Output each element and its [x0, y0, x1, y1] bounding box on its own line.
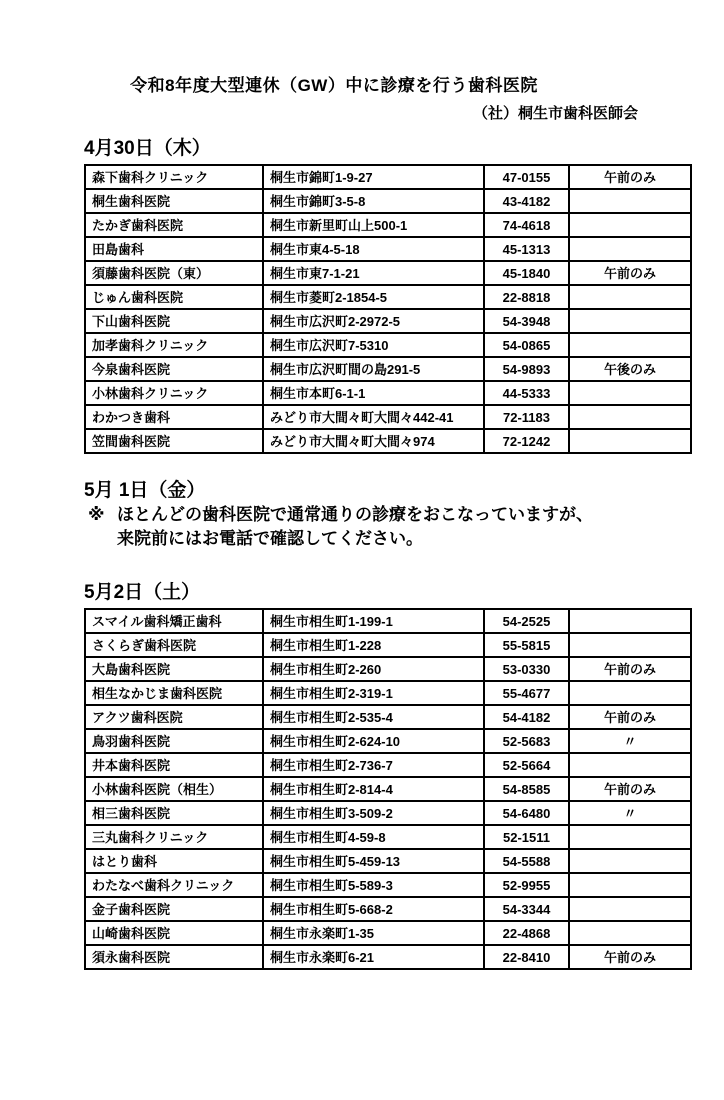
notice-text	[117, 503, 724, 551]
phone-cell: 54-3948	[484, 309, 569, 333]
clinic-name-cell: 相三歯科医院	[85, 801, 263, 825]
address-cell: 桐生市相生町2-319-1	[263, 681, 484, 705]
address-cell: 桐生市東7-1-21	[263, 261, 484, 285]
table-row	[85, 753, 691, 777]
table-row	[85, 213, 691, 237]
note-cell: 午後のみ	[569, 357, 691, 381]
note-cell	[569, 429, 691, 453]
clinic-name-cell: 三丸歯科クリニック	[85, 825, 263, 849]
address-cell: 桐生市広沢町2-2972-5	[263, 309, 484, 333]
table-row	[85, 633, 691, 657]
table-row	[85, 609, 691, 633]
clinic-name-cell: はとり歯科	[85, 849, 263, 873]
table-row	[85, 381, 691, 405]
clinic-name-cell: さくらぎ歯科医院	[85, 633, 263, 657]
note-cell	[569, 309, 691, 333]
note-cell: 〃	[569, 801, 691, 825]
table-row	[85, 801, 691, 825]
phone-cell: 55-5815	[484, 633, 569, 657]
phone-cell: 22-4868	[484, 921, 569, 945]
note-cell: 〃	[569, 729, 691, 753]
address-cell: 桐生市永楽町6-21	[263, 945, 484, 969]
table-row	[85, 261, 691, 285]
section-heading-may2: 5月2日（土）	[84, 582, 201, 603]
address-cell: 桐生市東4-5-18	[263, 237, 484, 261]
table-row	[85, 405, 691, 429]
address-cell: 桐生市相生町3-509-2	[263, 801, 484, 825]
note-cell	[569, 405, 691, 429]
section-heading-may1: 5月 1日（金）	[84, 480, 206, 501]
phone-cell: 54-6480	[484, 801, 569, 825]
table-row	[85, 657, 691, 681]
table-row	[85, 873, 691, 897]
table-row	[85, 165, 691, 189]
phone-cell: 45-1840	[484, 261, 569, 285]
table-row	[85, 333, 691, 357]
clinic-name-cell: 大島歯科医院	[85, 657, 263, 681]
clinic-name-cell: 森下歯科クリニック	[85, 165, 263, 189]
notice-block	[88, 503, 724, 551]
phone-cell: 52-9955	[484, 873, 569, 897]
phone-cell: 54-2525	[484, 609, 569, 633]
clinic-name-cell: 今泉歯科医院	[85, 357, 263, 381]
note-cell	[569, 921, 691, 945]
address-cell: 桐生市相生町5-459-13	[263, 849, 484, 873]
note-cell	[569, 189, 691, 213]
table-row	[85, 681, 691, 705]
organization-name: （社）桐生市歯科医師会	[472, 105, 638, 122]
note-cell	[569, 333, 691, 357]
phone-cell: 72-1183	[484, 405, 569, 429]
clinic-name-cell: 下山歯科医院	[85, 309, 263, 333]
clinic-name-cell: 金子歯科医院	[85, 897, 263, 921]
phone-cell: 44-5333	[484, 381, 569, 405]
address-cell: 桐生市相生町1-228	[263, 633, 484, 657]
clinic-name-cell: 笠間歯科医院	[85, 429, 263, 453]
clinic-name-cell: 小林歯科クリニック	[85, 381, 263, 405]
address-cell: 桐生市永楽町1-35	[263, 921, 484, 945]
phone-cell: 43-4182	[484, 189, 569, 213]
note-cell: 午前のみ	[569, 657, 691, 681]
address-cell: 桐生市相生町5-589-3	[263, 873, 484, 897]
page-title: 令和8年度大型連休（GW）中に診療を行う歯科医院	[130, 76, 538, 95]
note-cell	[569, 609, 691, 633]
clinic-name-cell: 田島歯科	[85, 237, 263, 261]
note-cell	[569, 237, 691, 261]
clinic-name-cell: たかぎ歯科医院	[85, 213, 263, 237]
note-cell	[569, 825, 691, 849]
phone-cell: 53-0330	[484, 657, 569, 681]
phone-cell: 54-3344	[484, 897, 569, 921]
clinic-name-cell: スマイル歯科矯正歯科	[85, 609, 263, 633]
clinic-name-cell: 小林歯科医院（相生）	[85, 777, 263, 801]
table-row	[85, 945, 691, 969]
note-cell: 午前のみ	[569, 165, 691, 189]
address-cell: 桐生市相生町2-814-4	[263, 777, 484, 801]
note-cell	[569, 213, 691, 237]
note-cell	[569, 381, 691, 405]
clinic-name-cell: 須永歯科医院	[85, 945, 263, 969]
clinic-name-cell: 須藤歯科医院（東）	[85, 261, 263, 285]
note-cell	[569, 897, 691, 921]
phone-cell: 52-5683	[484, 729, 569, 753]
note-cell	[569, 681, 691, 705]
note-marker: ※	[88, 505, 105, 524]
note-cell	[569, 849, 691, 873]
phone-cell: 47-0155	[484, 165, 569, 189]
clinic-name-cell: 相生なかじま歯科医院	[85, 681, 263, 705]
address-cell: 桐生市本町6-1-1	[263, 381, 484, 405]
note-cell: 午前のみ	[569, 777, 691, 801]
table-row	[85, 189, 691, 213]
document-page	[0, 76, 724, 1100]
phone-cell: 54-4182	[484, 705, 569, 729]
address-cell: みどり市大間々町大間々974	[263, 429, 484, 453]
phone-cell: 72-1242	[484, 429, 569, 453]
table-row	[85, 849, 691, 873]
address-cell: 桐生市相生町2-260	[263, 657, 484, 681]
address-cell: 桐生市相生町5-668-2	[263, 897, 484, 921]
clinic-name-cell: わたなべ歯科クリニック	[85, 873, 263, 897]
address-cell: 桐生市錦町3-5-8	[263, 189, 484, 213]
table-row	[85, 237, 691, 261]
table-row	[85, 897, 691, 921]
address-cell: 桐生市相生町2-535-4	[263, 705, 484, 729]
address-cell: 桐生市菱町2-1854-5	[263, 285, 484, 309]
clinics-table-apr30	[84, 164, 692, 454]
address-cell: 桐生市相生町2-624-10	[263, 729, 484, 753]
phone-cell: 74-4618	[484, 213, 569, 237]
table-row	[85, 825, 691, 849]
table-row	[85, 309, 691, 333]
clinic-name-cell: 山崎歯科医院	[85, 921, 263, 945]
table-row	[85, 729, 691, 753]
note-cell: 午前のみ	[569, 261, 691, 285]
note-cell	[569, 873, 691, 897]
address-cell: 桐生市広沢町7-5310	[263, 333, 484, 357]
clinic-name-cell: 桐生歯科医院	[85, 189, 263, 213]
address-cell: 桐生市新里町山上500-1	[263, 213, 484, 237]
notice-line-2: 来院前にはお電話で確認してください。	[117, 529, 423, 548]
table-row	[85, 921, 691, 945]
address-cell: 桐生市相生町1-199-1	[263, 609, 484, 633]
table-row	[85, 285, 691, 309]
phone-cell: 52-1511	[484, 825, 569, 849]
table-row	[85, 357, 691, 381]
section-heading-apr30: 4月30日（木）	[84, 138, 211, 159]
address-cell: みどり市大間々町大間々442-41	[263, 405, 484, 429]
phone-cell: 54-0865	[484, 333, 569, 357]
note-cell	[569, 285, 691, 309]
note-cell	[569, 633, 691, 657]
phone-cell: 22-8410	[484, 945, 569, 969]
table-row	[85, 705, 691, 729]
clinic-name-cell: 井本歯科医院	[85, 753, 263, 777]
notice-line-1: ほとんどの歯科医院で通常通りの診療をおこなっていますが、	[117, 505, 593, 524]
phone-cell: 55-4677	[484, 681, 569, 705]
phone-cell: 52-5664	[484, 753, 569, 777]
phone-cell: 54-8585	[484, 777, 569, 801]
clinic-name-cell: わかつき歯科	[85, 405, 263, 429]
phone-cell: 45-1313	[484, 237, 569, 261]
address-cell: 桐生市広沢町間の島291-5	[263, 357, 484, 381]
address-cell: 桐生市相生町4-59-8	[263, 825, 484, 849]
clinic-name-cell: 加孝歯科クリニック	[85, 333, 263, 357]
note-cell: 午前のみ	[569, 945, 691, 969]
note-cell	[569, 753, 691, 777]
note-cell: 午前のみ	[569, 705, 691, 729]
phone-cell: 22-8818	[484, 285, 569, 309]
clinic-name-cell: 鳥羽歯科医院	[85, 729, 263, 753]
table-row	[85, 777, 691, 801]
address-cell: 桐生市相生町2-736-7	[263, 753, 484, 777]
phone-cell: 54-5588	[484, 849, 569, 873]
table-row	[85, 429, 691, 453]
phone-cell: 54-9893	[484, 357, 569, 381]
clinic-name-cell: アクツ歯科医院	[85, 705, 263, 729]
clinics-table-may2	[84, 608, 692, 970]
address-cell: 桐生市錦町1-9-27	[263, 165, 484, 189]
clinic-name-cell: じゅん歯科医院	[85, 285, 263, 309]
